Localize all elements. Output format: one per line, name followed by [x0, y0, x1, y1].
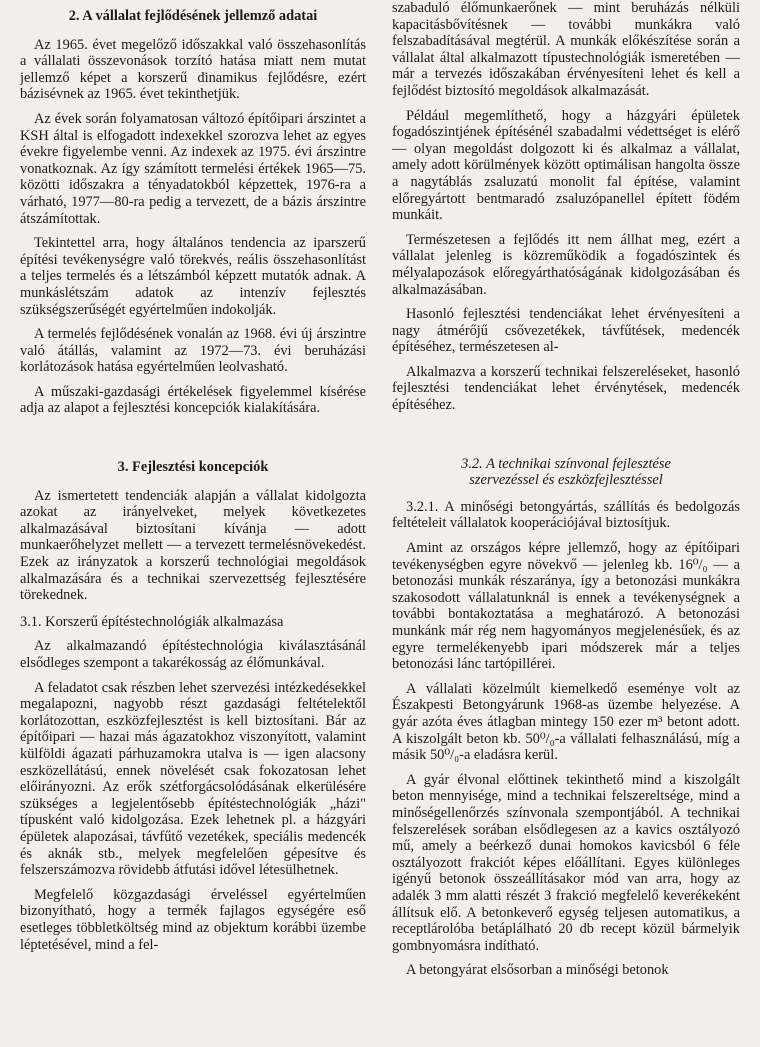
paragraph: Megfelelő közgazdasági érveléssel egyértelműen bizonyítható, hogy a termék fajlagos egységére eső esetleges többletköltség mind az objektum korábbi üzembe léptetésével, mind a fel-: [20, 886, 366, 953]
paragraph: A betongyárat elsősorban a minőségi betonok: [406, 962, 669, 979]
paragraph: Alkalmazva a korszerű technikai felszereléseket, hasonló fejlesztési tendenciákat lehet érvénytések, medencék építéséhez.: [392, 363, 740, 414]
subsection-3-2-heading-line2: szervezéssel és eszközfejlesztéssel: [469, 472, 663, 489]
paragraph: A műszaki-gazdasági értékelések figyelemmel kísérése adja az alapot a fejlesztési koncepciók kialakítására.: [20, 383, 366, 417]
paragraph: A vállalati közelmúlt kiemelkedő eseménye volt az Északpesti Betongyárunk 1968-as üzembe helyezése. A gyár azóta éves átlagban mintegy 150 ezer m³ betont adott. A kiszolgált beton kb. 50⁰/₀-a vállalati felhasználású, míg a másik 50⁰/₀-a eladásra kerül.: [392, 680, 740, 764]
paragraph: A feladatot csak részben lehet szervezési intézkedésekkel megalapozni, nagyobb részt gazdasági feltételektől korlátozottan, eszközfejlesztést is kell biztosítani. Bár az építőipari — hazai más ágazatokhoz viszonyított, valamint külföldi ágazati párhuzamokra utalva is — igen alacsony eszközellátású, ennek növelését csak fokozatosan lehet előirányozni. Az erők szétforgácsolódásának elkerülésére szükséges a legjelentősebb építéstechnológiák „házi" típusként való kidolgozása. Ezek lehetnek pl. a házgyári épületek alapozásai, távfűtő vezetékek, speciális medencék és aknák stb., melyek megfelelően gépesítve és felszerszámozva rövidebb átfutási idővel létesülhetnek.: [20, 679, 366, 879]
section-3-heading: 3. Fejlesztési koncepciók: [117, 459, 269, 476]
paragraph: Az évek során folyamatosan változó építőipari árszintet a KSH által is elfogadott indexekkel szorozva lehet az egyes évekre figyelembe venni. Az indexek az 1975. évi árszintre vonatkoznak. Az így számított termelési értékek 1965—75. közötti időszakra a tényadatokból képzettek, 1976-ra a várható, 1977—80-ra pedig a tervezett, de a bázis árszintre átszámítottak.: [20, 110, 366, 227]
paragraph: Az ismertetett tendenciák alapján a vállalat kidolgozta azokat az irányelveket, melyek következetes alkalmazásával biztosítani kívánja — adott munkaerőhelyzet mellett — a tervezett termelésnövekedést. Ezek az irányzatok a korszerű technológiai megoldások alkalmazására és a technikai szervezettség fejlesztésére törekednek.: [20, 487, 366, 604]
paragraph: 3.2.1. A minőségi betongyártás, szállítás és bedolgozás feltételeit vállalatok kooperációjával biztosítjuk.: [392, 498, 740, 532]
right-column: [392, 0, 740, 1047]
section-2-heading: 2. A vállalat fejlődésének jellemző adatai: [68, 8, 318, 24]
paragraph: A termelés fejlődésének vonalán az 1968. évi új árszintre való átállás, valamint az 1972—73. évi beruházási korlátozások hatása egyértelműen leolvasható.: [20, 326, 366, 376]
paragraph: Tekintettel arra, hogy általános tendencia az iparszerű építési tevékenységre való törekvés, reális összehasonlítást a teljes termelés és a létszámból képzett mutatók adnak. A munkáslétszám adatok az intenzív fejlesztés szükségszerűségét egyértelműen indokolják.: [20, 235, 366, 318]
paragraph: szabaduló élőmunkaerőnek — mint beruházás nélküli kapacitásbővítésnek — további munkákra való felszabadításával megtérül. A munkák előkészítése során a vállalat által alkalmazott típustechnológiák ismeretében — már a tervezés időszakában érvényesíteni lehet és kell a fejlődést biztosító megoldások alkalmazását.: [392, 0, 740, 99]
paragraph: Hasonló fejlesztési tendenciákat lehet érvényesíteni a nagy átmérőjű csővezetékek, távfűtések, medencék építéséhez, természetesen al-: [392, 306, 740, 356]
paragraph: Az 1965. évet megelőző időszakkal való összehasonlítás a vállalati összevonások torzító hatása miatt nem mutat jellemző képet a korszerű dinamikus fejlődésre, ezért bázisévnek az 1965. évet tekinthetjük.: [20, 36, 366, 103]
paragraph: Amint az országos képre jellemző, hogy az építőipari tevékenységben egyre növekvő — jelenleg kb. 16⁰/₀ — a betonozási munkák részaránya, így a betonozási munkákra szakosodott vállalatunknál is ennek a tevékenységnek a további bontakoztatása a meghatározó. A betonozási munkánk már rég nem hagyományos megjelenésűek, és az egyre termelékenyebb ipari módszerek már a teljes betonozási lánc tartópillérei.: [392, 540, 740, 673]
paragraph: A gyár élvonal előttinek tekinthető mind a kiszolgált beton mennyisége, mind a technikai felszereltsége, mind a minőségellenőrzés színvonala szempontjából. A technikai felszerelések sorában elsődlegesen az a kavics osztályozó mű, amely a beérkező dunai homokos kavicsból 6 féle osztályozott frakciót képes előállítani. Egyes különleges igényű betonok összeállításakor mód van arra, hogy az adalék 3 mm alatti részét 3 frakció megfelelő keverékeként állítsuk elő. A betonkeverő egység teljesen automatikus, a receptlárolóba betáplálható 20 db recept közül bármelyik gombnyomásra indítható.: [392, 771, 740, 954]
subsection-3-1-heading: 3.1. Korszerű építéstechnológiák alkalmazása: [20, 613, 284, 630]
subsection-3-2-heading: [392, 456, 740, 489]
subsection-3-2-heading-line1: 3.2. A technikai színvonal fejlesztése: [461, 455, 671, 472]
left-column: [20, 0, 366, 1047]
paragraph: Az alkalmazandó építéstechnológia kiválasztásánál elsődleges szempont a takarékosság az élőmunkával.: [20, 638, 366, 671]
paragraph: Természetesen a fejlődés itt nem állhat meg, ezért a vállalat jelenleg is közreműködik a fogadószintek és mélyalapozások előregyárthatóságának kidolgozásában és alkalmazásában.: [392, 231, 740, 298]
paragraph: Például megemlíthető, hogy a házgyári épületek fogadószintjének építésénél szabadalmi védettséget is elérő — olyan megoldást dolgozott ki és alkalmaz a vállalat, amely adott körülmények között optimálisan hangolta össze a nagytáblás zsaluzatú monolit fal építése, valamint előregyártott bentmaradó zsaluzópanellel épített födém munkáit.: [392, 107, 740, 224]
